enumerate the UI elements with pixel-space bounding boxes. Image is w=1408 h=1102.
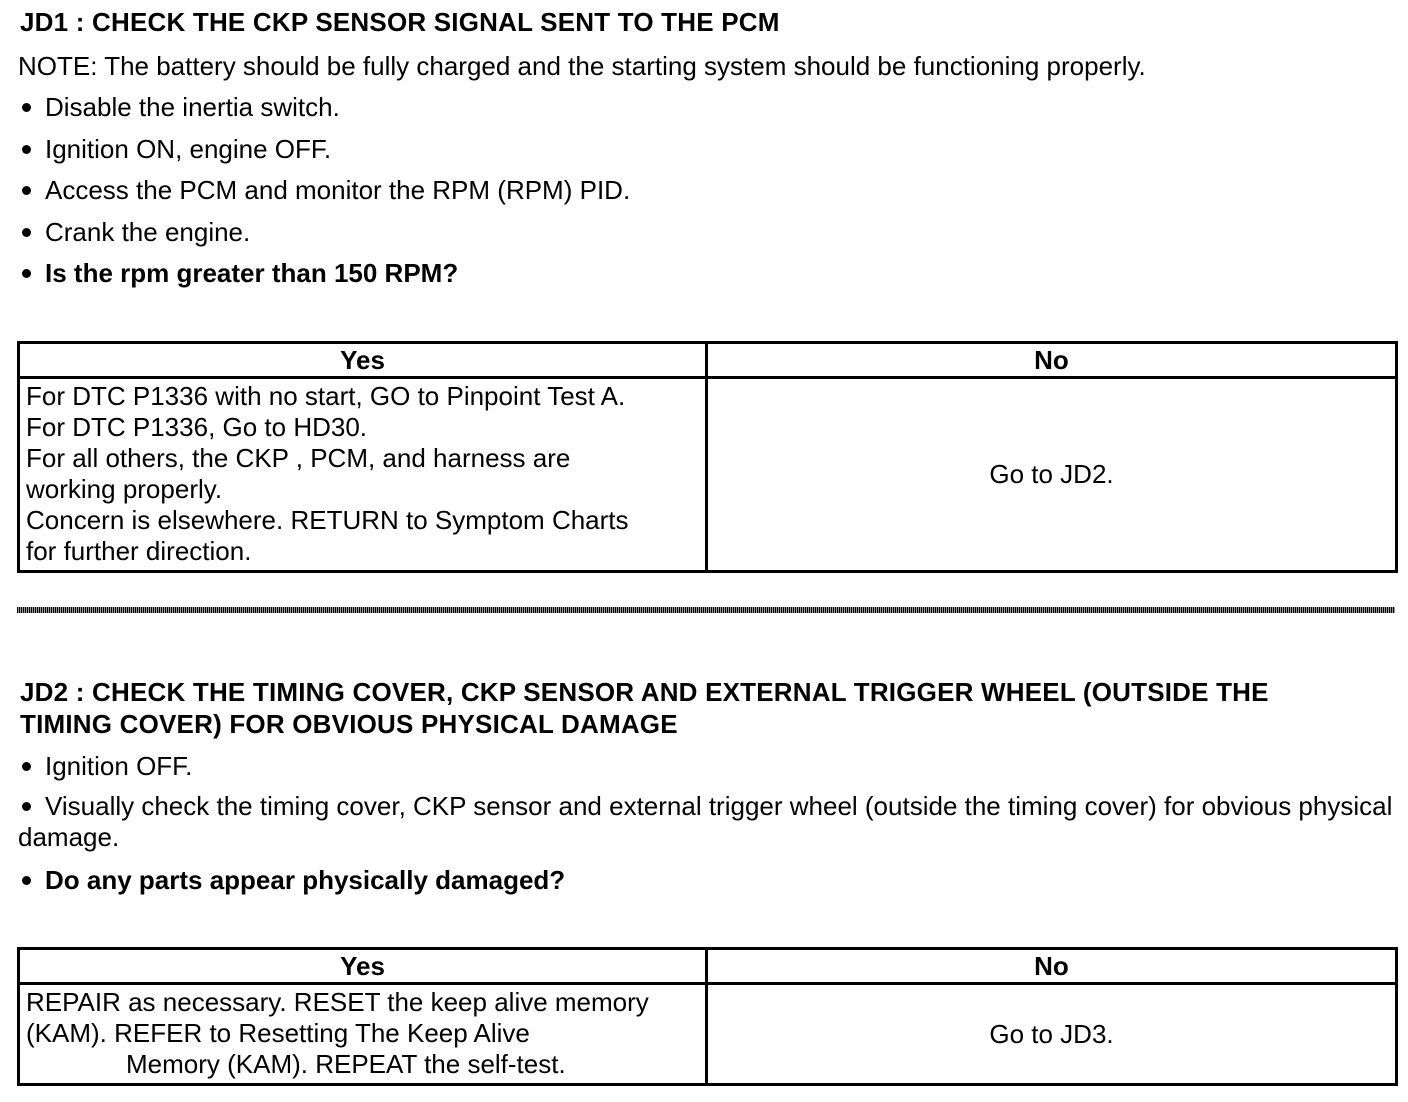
bullet-icon (22, 145, 31, 154)
jd1-note: NOTE: The battery should be fully charged and the starting system should be functioning properly. (18, 51, 1146, 81)
jd2-step (18, 750, 192, 782)
jd1-step-text: Crank the engine. (45, 217, 251, 247)
jd2-heading-line: JD2 : CHECK THE TIMING COVER, CKP SENSOR AND EXTERNAL TRIGGER WHEEL (OUTSIDE THE (20, 677, 1269, 707)
jd1-question-text: Is the rpm greater than 150 RPM? (45, 258, 459, 288)
jd1-yes-line: For all others, the CKP , PCM, and harness are (26, 443, 571, 473)
jd1-no-header: No (707, 343, 1397, 378)
jd1-no-cell: Go to JD2. (707, 378, 1397, 572)
bullet-icon (22, 228, 31, 237)
jd2-step (18, 791, 1398, 853)
bullet-icon (22, 269, 31, 278)
jd1-decision-table (17, 341, 1398, 573)
bullet-icon (22, 802, 31, 811)
jd2-no-header: No (707, 949, 1397, 984)
bullet-icon (22, 103, 31, 112)
jd1-yes-line: for further direction. (26, 536, 252, 566)
jd1-question (18, 257, 458, 289)
jd1-step (18, 174, 630, 206)
section-divider (17, 607, 1395, 613)
jd2-yes-line: Memory (KAM). REPEAT the self-test. (126, 1049, 566, 1079)
jd1-heading: JD1 : CHECK THE CKP SENSOR SIGNAL SENT TO THE PCM (20, 7, 780, 37)
jd1-yes-line: For DTC P1336 with no start, GO to Pinpoint Test A. (26, 381, 626, 411)
jd1-step (18, 91, 340, 123)
jd2-yes-line: REPAIR as necessary. RESET the keep alive memory (26, 987, 649, 1017)
jd2-question (18, 864, 565, 896)
jd2-step-text: Ignition OFF. (45, 751, 193, 781)
jd1-step-text: Access the PCM and monitor the RPM (RPM) PID. (45, 175, 631, 205)
jd2-yes-header: Yes (19, 949, 707, 984)
jd1-step-text: Disable the inertia switch. (45, 92, 340, 122)
jd1-step (18, 133, 331, 165)
jd1-yes-line: For DTC P1336, Go to HD30. (26, 412, 368, 442)
jd1-yes-cell (19, 378, 707, 572)
bullet-icon (22, 186, 31, 195)
jd1-yes-line: working properly. (26, 474, 223, 504)
bullet-icon (22, 762, 31, 771)
jd2-heading-line: TIMING COVER) FOR OBVIOUS PHYSICAL DAMAGE (20, 709, 678, 739)
jd1-step (18, 216, 250, 248)
jd1-yes-header: Yes (19, 343, 707, 378)
bullet-icon (22, 876, 31, 885)
jd2-heading (20, 676, 1269, 740)
jd2-no-cell: Go to JD3. (707, 984, 1397, 1085)
jd1-yes-line: Concern is elsewhere. RETURN to Symptom Charts (26, 505, 629, 535)
jd1-step-text: Ignition ON, engine OFF. (45, 134, 332, 164)
jd2-question-text: Do any parts appear physically damaged? (45, 865, 566, 895)
jd2-yes-cell (19, 984, 707, 1085)
jd2-step-text: Visually check the timing cover, CKP sensor and external trigger wheel (outside the timing cover) for obvious physical damage. (18, 791, 1393, 852)
jd2-yes-line: (KAM). REFER to Resetting The Keep Alive (26, 1018, 530, 1048)
jd2-decision-table (17, 947, 1398, 1086)
